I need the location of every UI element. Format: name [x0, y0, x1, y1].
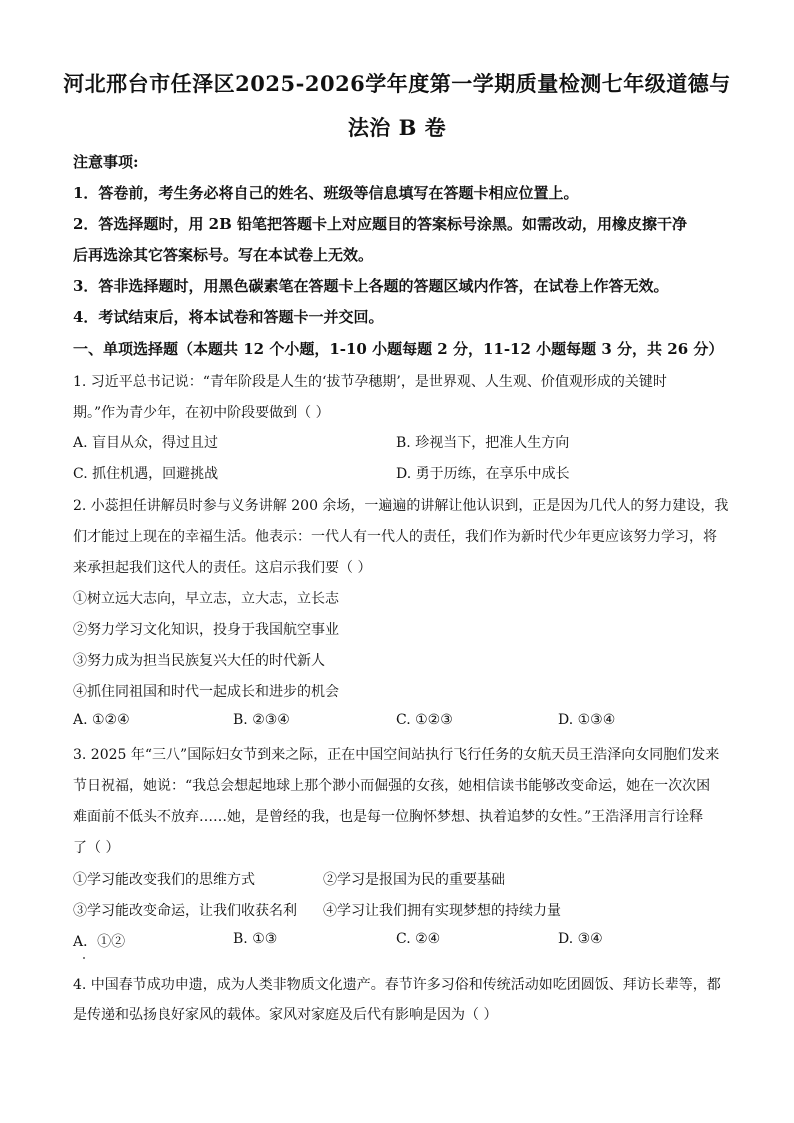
option-a: A. 盲目从众，得过且过 — [73, 435, 219, 451]
statement: ②努力学习文化知识，投身于我国航空事业 — [73, 622, 339, 638]
statement: ③努力成为担当民族复兴大任的时代新人 — [73, 653, 325, 669]
statement: ②学习是报国为民的重要基础 — [323, 872, 505, 888]
notice-heading: 注意事项: — [73, 153, 139, 171]
statement: ③学习能改变命运，让我们收获名利 — [73, 903, 297, 919]
option-c: C. ①②③ — [396, 712, 453, 728]
question-text: 是传递和弘扬良好家风的载体。家风对家庭及后代有影响是因为（ ） — [73, 1007, 498, 1023]
option-a: A．①② — [73, 934, 126, 950]
option-c: C. ②④ — [396, 931, 441, 947]
notice-item: 1．答卷前，考生务必将自己的姓名、班级等信息填写在答题卡相应位置上。 — [73, 184, 579, 202]
question-text: 期。”作为青少年，在初中阶段要做到（ ） — [73, 405, 330, 421]
question-text: 了（ ） — [73, 840, 120, 856]
notice-item: 3．答非选择题时，用黑色碳素笔在答题卡上各题的答题区域内作答，在试卷上作答无效。 — [73, 277, 669, 295]
exam-title-line-1: 河北邢台市任泽区2025-2026学年度第一学期质量检测七年级道德与 — [63, 71, 731, 96]
question-text: 4. 中国春节成功申遗，成为人类非物质文化遗产。春节许多习俗和传统活动如吃团圆饭、拜访长辈等，都 — [73, 977, 721, 993]
question-text: 3. 2025 年“三八”国际妇女节到来之际，正在中国空间站执行飞行任务的女航天员王浩泽向女同胞们发来 — [73, 747, 720, 763]
exam-title-line-2: 法治 B 卷 — [347, 115, 447, 140]
option-a: A. ①②④ — [73, 712, 130, 728]
stray-dot — [83, 957, 85, 959]
option-b: B. ①③ — [233, 931, 278, 947]
question-text: 难面前不低头不放弃……她，是曾经的我，也是每一位胸怀梦想、执着追梦的女性。”王浩泽用言行诠释 — [73, 809, 704, 825]
statement: ④学习让我们拥有实现梦想的持续力量 — [323, 903, 561, 919]
statement: ④抓住同祖国和时代一起成长和进步的机会 — [73, 684, 339, 700]
question-text: 节日祝福，她说：“我总会想起地球上那个渺小而倔强的女孩，她相信读书能够改变命运，她在一次次困 — [73, 778, 711, 794]
statement: ①树立远大志向，早立志，立大志，立长志 — [73, 591, 339, 607]
option-d: D. 勇于历练，在享乐中成长 — [396, 466, 570, 482]
option-b: B. ②③④ — [233, 712, 290, 728]
option-c: C. 抓住机遇，回避挑战 — [73, 466, 219, 482]
option-d: D. ①③④ — [558, 712, 616, 728]
question-text: 2. 小蕊担任讲解员时参与义务讲解 200 余场，一遍遍的讲解让他认识到，正是因为几代人的努力建设，我 — [73, 498, 729, 514]
section-heading: 一、单项选择题（本题共 12 个小题，1-10 小题每题 2 分，11-12 小题每题 3 分，共 26 分） — [73, 340, 724, 358]
notice-item: 后再选涂其它答案标号。写在本试卷上无效。 — [73, 246, 374, 264]
statement: ①学习能改变我们的思维方式 — [73, 872, 255, 888]
question-text: 1. 习近平总书记说：“青年阶段是人生的‘拔节孕穗期’，是世界观、人生观、价值观形成的关键时 — [73, 374, 667, 390]
option-d: D. ③④ — [558, 931, 603, 947]
option-b: B. 珍视当下，把准人生方向 — [396, 435, 570, 451]
question-text: 们才能过上现在的幸福生活。他表示：一代人有一代人的责任，我们作为新时代少年更应该努力学习，将 — [73, 529, 717, 545]
question-text: 来承担起我们这代人的责任。这启示我们要（ ） — [73, 560, 372, 576]
notice-item: 4．考试结束后，将本试卷和答题卡一并交回。 — [73, 308, 384, 326]
notice-item: 2．答选择题时，用 2B 铅笔把答题卡上对应题目的答案标号涂黑。如需改动，用橡皮擦干净 — [73, 215, 688, 233]
